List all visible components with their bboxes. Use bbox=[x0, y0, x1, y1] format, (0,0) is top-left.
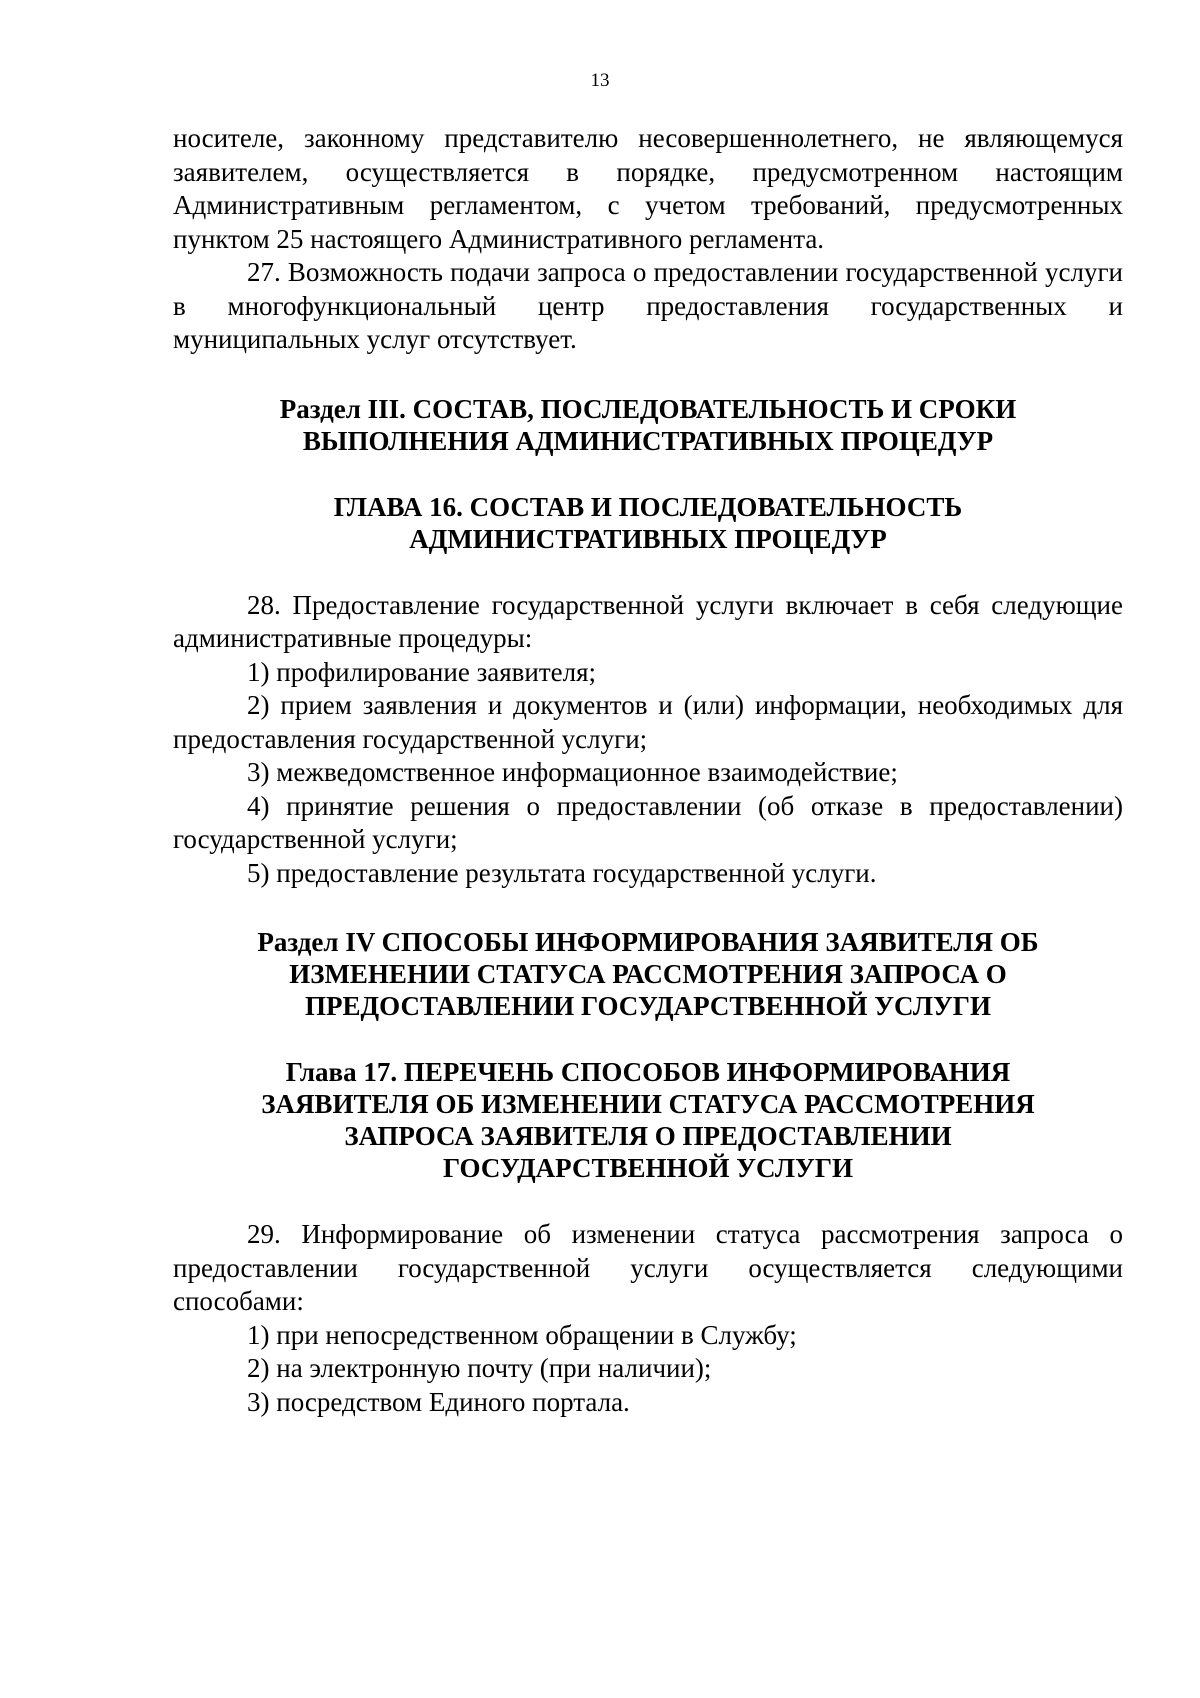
list-item: 1) профилирование заявителя; bbox=[247, 656, 597, 687]
list-item: 4) принятие решения о предоставлении (об отказе в предоставлении) государственной услуги; bbox=[173, 790, 1123, 854]
list-item: 2) на электронную почту (при наличии); bbox=[247, 1353, 712, 1383]
section-4-heading bbox=[173, 926, 1123, 1022]
heading-line: Раздел III. СОСТАВ, ПОСЛЕДОВАТЕЛЬНОСТЬ И СРОКИ bbox=[279, 393, 1017, 424]
spacer bbox=[173, 890, 1123, 926]
paragraph-28: 28. Предоставление государственной услуги включает в себя следующие административные процедуры: bbox=[173, 589, 1123, 653]
chapter-17-heading bbox=[173, 1056, 1123, 1184]
list-item: 5) предоставление результата государственной услуги. bbox=[247, 857, 877, 888]
heading-line: Глава 17. ПЕРЕЧЕНЬ СПОСОБОВ ИНФОРМИРОВАНИЯ bbox=[285, 1057, 1011, 1087]
paragraph-29: 29. Информирование об изменении статуса рассмотрения запроса о предоставлении государственной услуги осуществляется следующими способами: bbox=[173, 1219, 1123, 1316]
spacer bbox=[173, 1022, 1123, 1056]
list-item: 1) при непосредственном обращении в Службу; bbox=[247, 1319, 797, 1350]
page-number: 13 bbox=[590, 70, 610, 91]
heading-line: ГЛАВА 16. СОСТАВ И ПОСЛЕДОВАТЕЛЬНОСТЬ bbox=[333, 491, 963, 522]
heading-line: ИЗМЕНЕНИИ СТАТУСА РАССМОТРЕНИЯ ЗАПРОСА О bbox=[289, 959, 1007, 989]
heading-line: АДМИНИСТРАТИВНЫХ ПРОЦЕДУР bbox=[409, 523, 887, 554]
document-body bbox=[173, 122, 1123, 1419]
list-item: 3) межведомственное информационное взаимодействие; bbox=[247, 757, 898, 787]
section-3-heading bbox=[173, 393, 1123, 457]
heading-line: ПРЕДОСТАВЛЕНИИ ГОСУДАРСТВЕННОЙ УСЛУГИ bbox=[305, 991, 991, 1021]
heading-line: ГОСУДАРСТВЕННОЙ УСЛУГИ bbox=[443, 1153, 853, 1183]
spacer bbox=[173, 555, 1123, 589]
heading-line: Раздел IV СПОСОБЫ ИНФОРМИРОВАНИЯ ЗАЯВИТЕЛЯ ОБ bbox=[257, 927, 1039, 957]
paragraph-27: 27. Возможность подачи запроса о предоставлении государственной услуги в многофункциональный центр предоставления государственных и муниципальных услуг отсутствует. bbox=[173, 257, 1123, 354]
heading-line: ЗАЯВИТЕЛЯ ОБ ИЗМЕНЕНИИ СТАТУСА РАССМОТРЕНИЯ bbox=[261, 1089, 1035, 1119]
list-item: 3) посредством Единого портала. bbox=[247, 1386, 630, 1417]
paragraph-continuation: носителе, законному представителю несовершеннолетнего, не являющемуся заявителем, осуществляется в порядке, предусмотренном настоящим Административным регламентом, с учетом требований, предусмотренных пунктом 25 настоящего Административного регламента. bbox=[173, 123, 1123, 254]
heading-line: ВЫПОЛНЕНИЯ АДМИНИСТРАТИВНЫХ ПРОЦЕДУР bbox=[302, 425, 994, 456]
spacer bbox=[173, 1184, 1123, 1218]
spacer bbox=[173, 357, 1123, 393]
heading-line: ЗАПРОСА ЗАЯВИТЕЛЯ О ПРЕДОСТАВЛЕНИИ bbox=[344, 1121, 952, 1151]
spacer bbox=[173, 457, 1123, 491]
chapter-16-heading bbox=[173, 491, 1123, 555]
list-item: 2) прием заявления и документов и (или) информации, необходимых для предоставления государственной услуги; bbox=[173, 690, 1123, 754]
